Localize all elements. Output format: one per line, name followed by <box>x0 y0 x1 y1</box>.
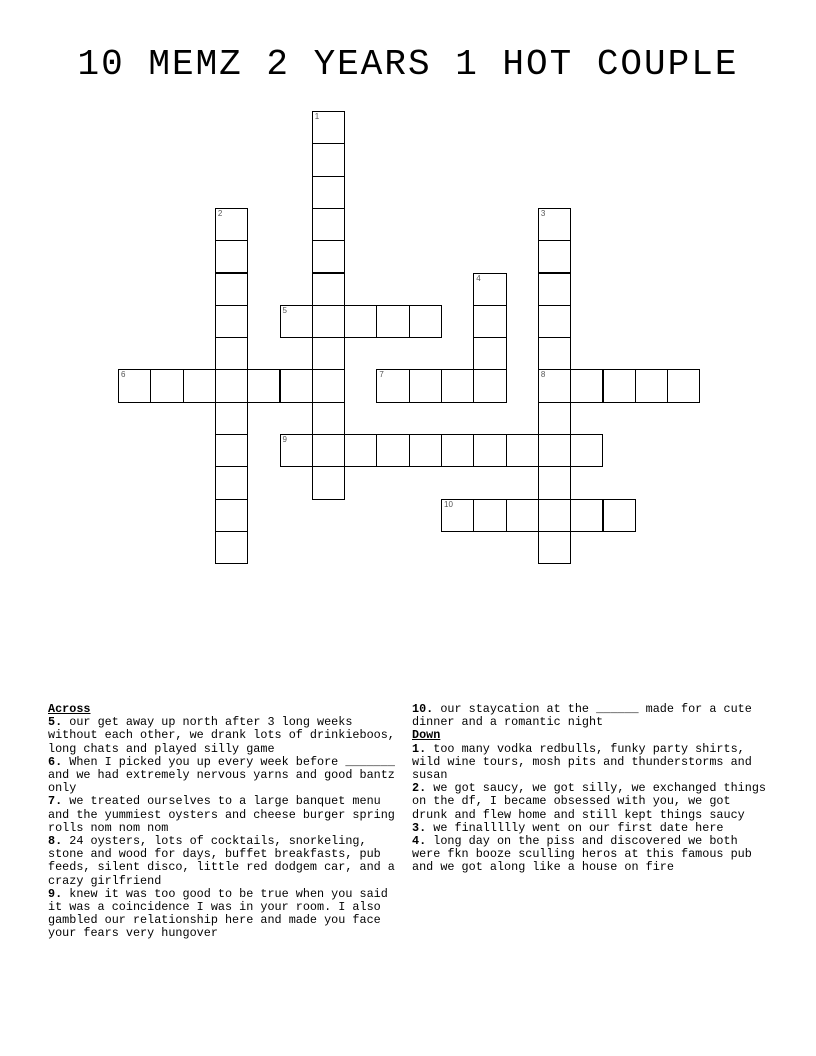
grid-cell[interactable] <box>280 434 313 467</box>
grid-cell[interactable] <box>215 531 248 564</box>
grid-cell[interactable] <box>312 208 345 241</box>
grid-cell[interactable] <box>538 273 571 306</box>
grid-cell[interactable] <box>538 208 571 241</box>
grid-cell[interactable] <box>473 305 506 338</box>
clue-text: we treated ourselves to a large banquet menu and the yummiest oysters and cheese burger spring rolls nom nom nom <box>48 794 395 835</box>
grid-cell[interactable] <box>409 369 442 402</box>
clue-down-4 <box>412 835 772 875</box>
grid-cell[interactable] <box>215 499 248 532</box>
grid-cell[interactable] <box>538 369 571 402</box>
grid-cell[interactable] <box>312 176 345 209</box>
grid-cell[interactable] <box>376 305 409 338</box>
clue-number: 2. <box>412 781 427 796</box>
down-heading: Down <box>412 728 441 743</box>
page-title: 10 MEMZ 2 YEARS 1 HOT COUPLE <box>77 44 739 85</box>
grid-cell[interactable] <box>280 369 313 402</box>
grid-cell[interactable] <box>538 240 571 273</box>
clue-across-5 <box>48 716 404 756</box>
grid-cell[interactable] <box>312 240 345 273</box>
grid-cell[interactable] <box>312 466 345 499</box>
grid-cell[interactable] <box>215 240 248 273</box>
grid-cell[interactable] <box>506 499 539 532</box>
grid-cell[interactable] <box>441 369 474 402</box>
grid-cell[interactable] <box>376 434 409 467</box>
cell-number: 8 <box>540 370 546 380</box>
grid-cell[interactable] <box>441 434 474 467</box>
clue-number: 1. <box>412 741 427 756</box>
clue-number: 7. <box>48 794 63 809</box>
grid-cell[interactable] <box>344 305 377 338</box>
grid-cell[interactable] <box>409 305 442 338</box>
grid-cell[interactable] <box>215 466 248 499</box>
cell-number: 9 <box>282 435 287 444</box>
grid-cell[interactable] <box>183 369 216 402</box>
grid-cell[interactable] <box>312 273 345 306</box>
grid-cell[interactable] <box>441 499 474 532</box>
grid-cell[interactable] <box>473 273 506 306</box>
grid-cell[interactable] <box>473 369 506 402</box>
cell-number: 4 <box>476 273 481 283</box>
grid-cell[interactable] <box>312 305 345 338</box>
clue-text: too many vodka redbulls, funky party shirts, wild wine tours, mosh pits and thunderstorms and susan <box>412 741 752 783</box>
grid-cell[interactable] <box>215 337 248 370</box>
grid-cell[interactable] <box>538 305 571 338</box>
clue-text: knew it was too good to be true when you said it was a coincidence I was in your room. I also gambled our relationship here and made you face your fears very hungover <box>48 886 388 941</box>
grid-cell[interactable] <box>312 337 345 370</box>
grid-cell[interactable] <box>570 434 603 467</box>
clue-across-7 <box>48 795 404 835</box>
grid-cell[interactable] <box>570 499 603 532</box>
cell-number: 5 <box>282 305 287 315</box>
clue-number: 10. <box>412 702 434 716</box>
grid-cell[interactable] <box>150 369 183 402</box>
clue-text: our staycation at the ______ made for a cute dinner and a romantic night <box>412 702 752 730</box>
grid-cell[interactable] <box>506 434 539 467</box>
clue-across-8 <box>48 835 404 888</box>
cell-number: 10 <box>444 499 453 509</box>
grid-cell[interactable] <box>538 499 571 532</box>
cell-number: 2 <box>217 208 223 218</box>
grid-cell[interactable] <box>538 466 571 499</box>
clue-down-1 <box>412 743 772 783</box>
clue-text: we got saucy, we got silly, we exchanged things on the df, I became obsessed with you, we got drunk and flew home and still kept things saucy <box>412 781 766 822</box>
grid-cell[interactable] <box>667 369 700 402</box>
clue-number: 3. <box>412 820 427 835</box>
grid-cell[interactable] <box>473 434 506 467</box>
clue-across-6 <box>48 756 404 796</box>
grid-cell[interactable] <box>603 499 636 532</box>
clue-across-9 <box>48 888 404 941</box>
cell-number: 6 <box>121 370 126 380</box>
grid-cell[interactable] <box>538 402 571 435</box>
clue-number: 8. <box>48 834 63 849</box>
clue-across-10 <box>412 703 772 729</box>
grid-cell[interactable] <box>635 369 668 402</box>
cell-number: 7 <box>379 370 384 380</box>
clue-number: 9. <box>48 886 63 901</box>
grid-cell[interactable] <box>215 434 248 467</box>
grid-cell[interactable] <box>409 434 442 467</box>
grid-cell[interactable] <box>344 434 377 467</box>
grid-cell[interactable] <box>538 337 571 370</box>
grid-cell[interactable] <box>247 369 280 402</box>
cell-number: 1 <box>314 112 320 121</box>
grid-cell[interactable] <box>538 434 571 467</box>
grid-cell[interactable] <box>538 531 571 564</box>
clue-text: 24 oysters, lots of cocktails, snorkeling, stone and wood for days, buffet breakfasts, pub feeds, silent disco, little red dodgem car, and a crazy girlfriend <box>48 834 395 888</box>
clue-number: 4. <box>412 834 427 849</box>
grid-cell[interactable] <box>312 402 345 435</box>
grid-cell[interactable] <box>603 369 636 402</box>
clue-text: long day on the piss and discovered we both were fkn booze sculling heros at this famous pub and we got along like a house on fire <box>412 834 752 875</box>
clue-text: When I picked you up every week before _______ and we had extremely nervous yarns and good bantz only <box>48 754 395 796</box>
grid-cell[interactable] <box>312 434 345 467</box>
across-heading: Across <box>48 702 91 716</box>
cell-number: 3 <box>540 208 546 218</box>
clue-number: 6. <box>48 754 63 769</box>
grid-cell[interactable] <box>118 369 151 402</box>
grid-cell[interactable] <box>280 305 313 338</box>
grid-cell[interactable] <box>312 111 345 144</box>
grid-cell[interactable] <box>215 208 248 241</box>
clues-column-left <box>48 703 404 941</box>
grid-cell[interactable] <box>215 305 248 338</box>
clue-text: our get away up north after 3 long weeks without each other, we drank lots of drinkieboos, long chats and played silly game <box>48 715 395 756</box>
grid-cell[interactable] <box>215 369 248 402</box>
clue-down-2 <box>412 782 772 822</box>
clue-number: 5. <box>48 715 63 730</box>
grid-cell[interactable] <box>312 369 345 402</box>
grid-cell[interactable] <box>473 337 506 370</box>
grid-cell[interactable] <box>312 143 345 176</box>
clue-text: we finallllly went on our first date here <box>426 820 724 835</box>
grid-cell[interactable] <box>570 369 603 402</box>
grid-cell[interactable] <box>215 402 248 435</box>
grid-cell[interactable] <box>473 499 506 532</box>
grid-cell[interactable] <box>215 273 248 306</box>
grid-cell[interactable] <box>376 369 409 402</box>
clues-column-right <box>412 703 772 875</box>
